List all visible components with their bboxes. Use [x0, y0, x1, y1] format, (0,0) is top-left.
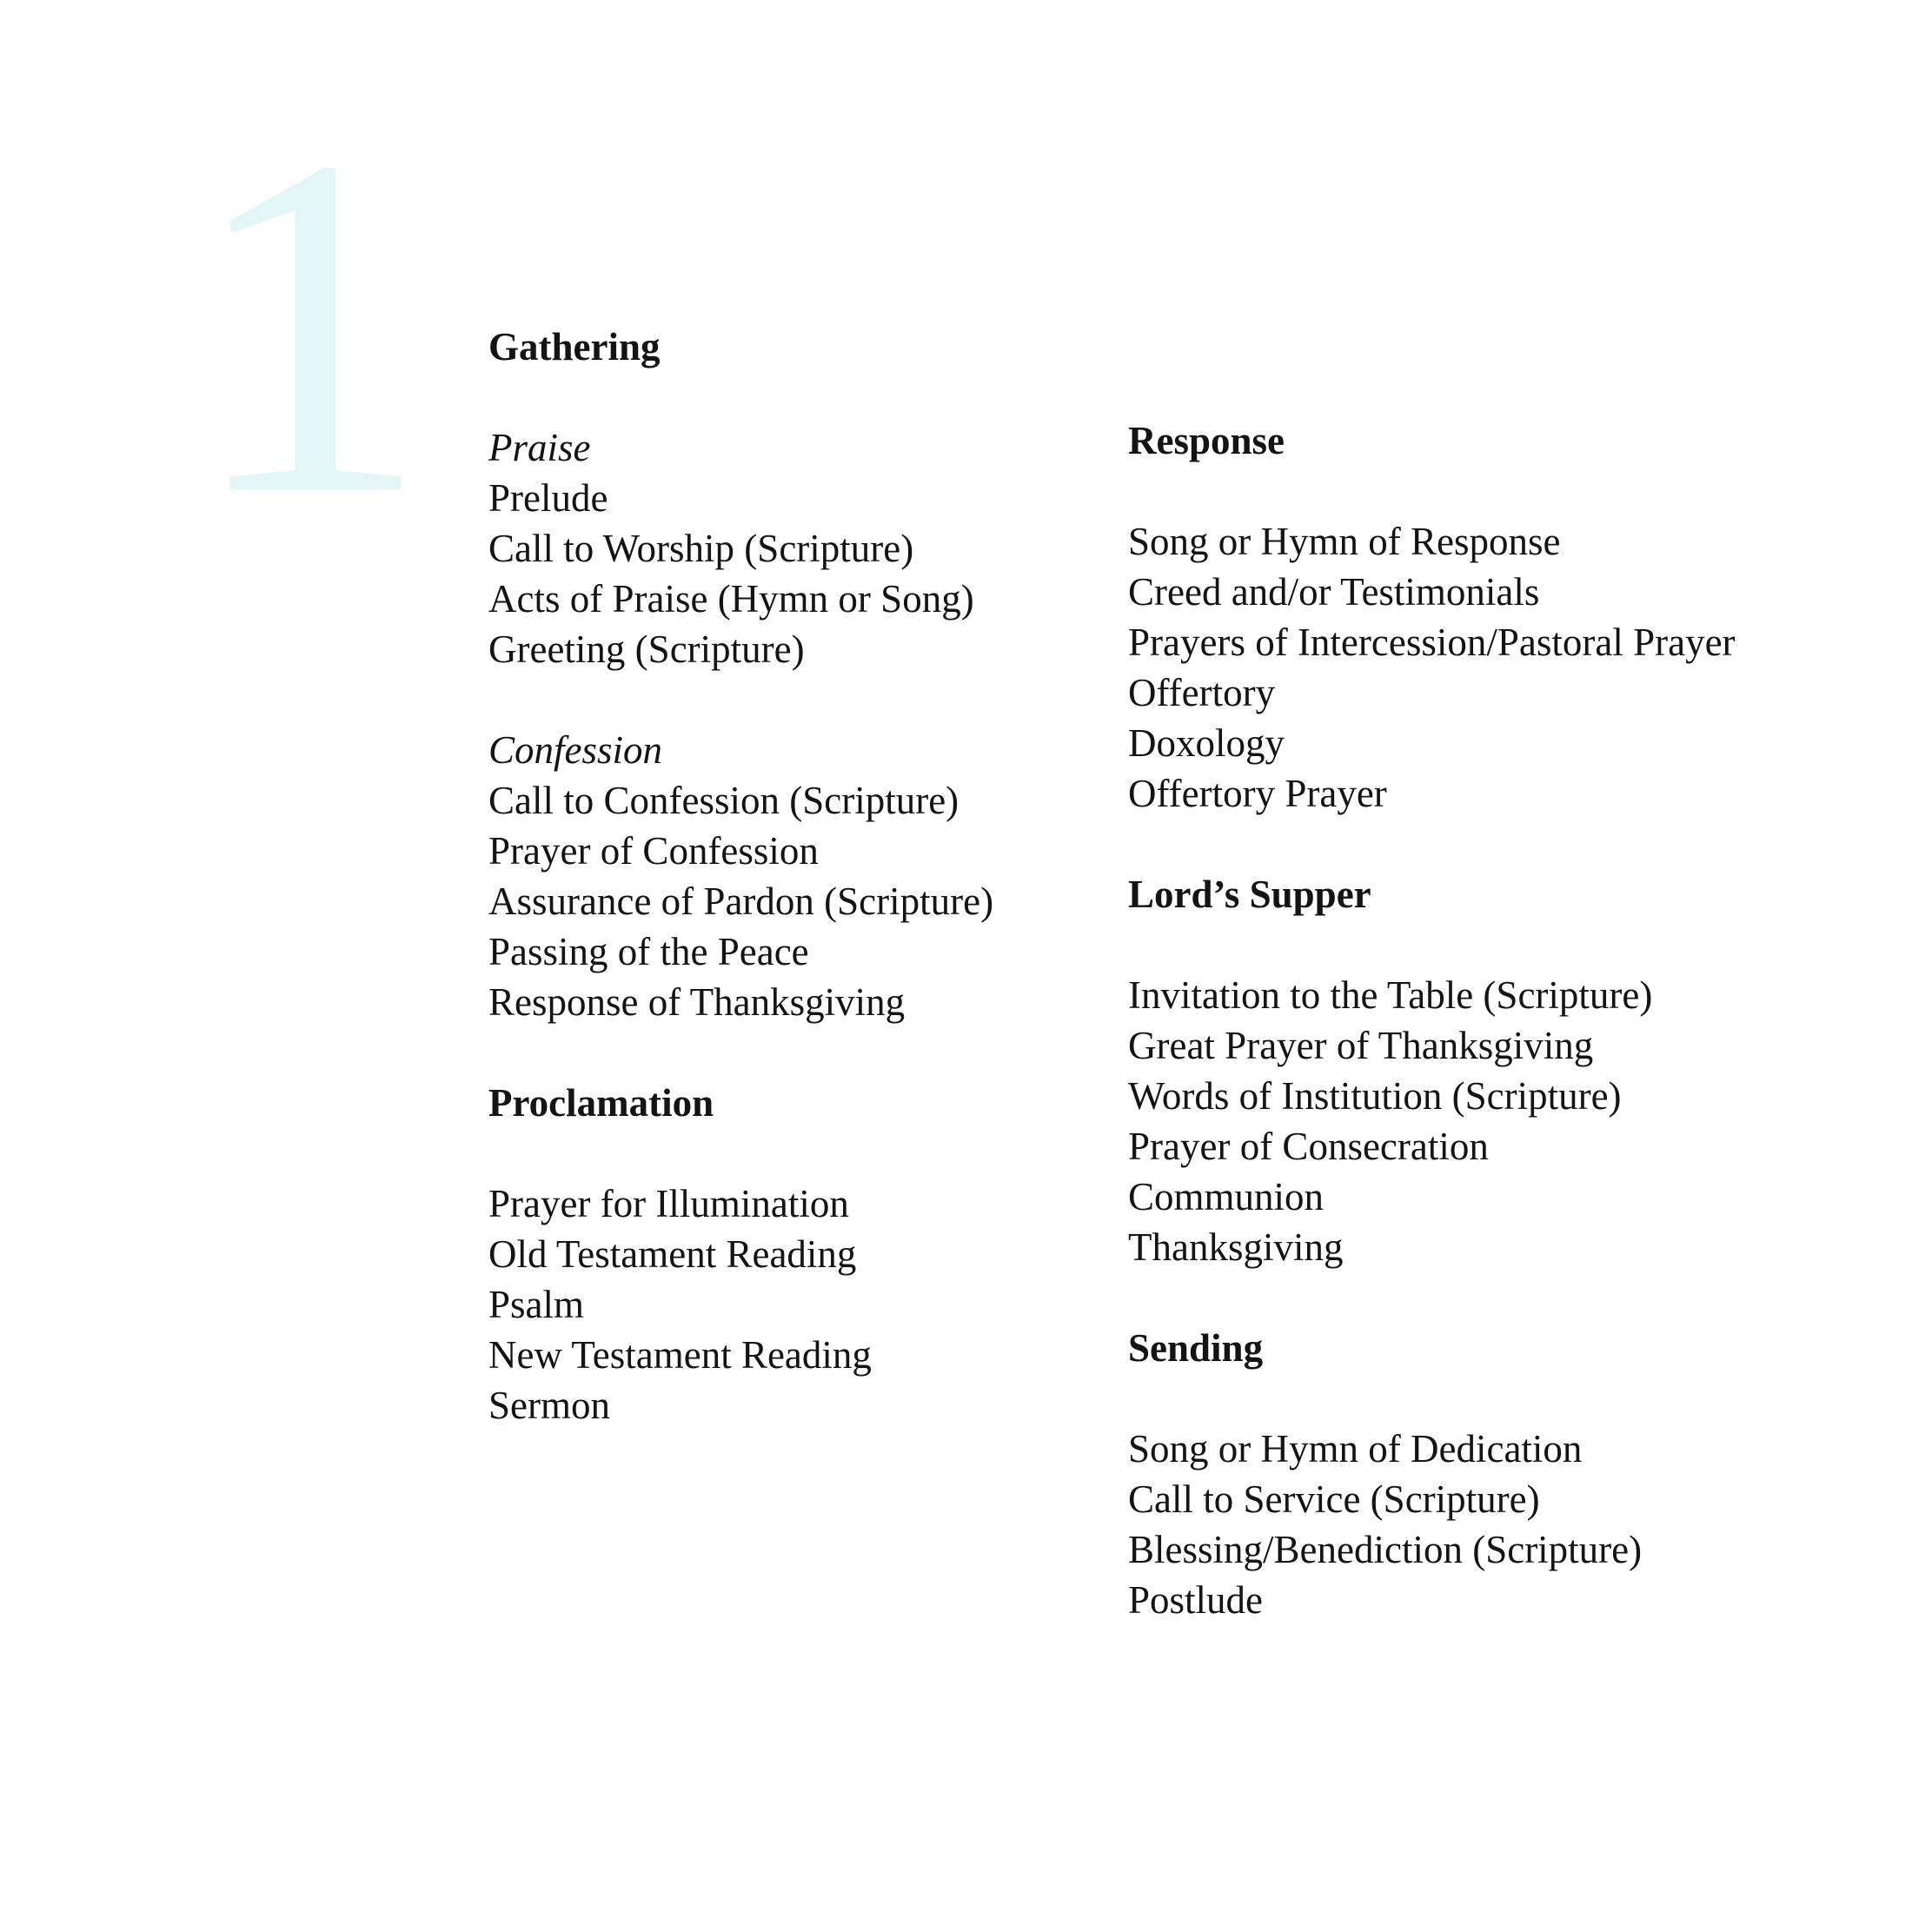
lords-supper-item: Great Prayer of Thanksgiving — [1128, 1024, 1594, 1067]
sending-item: Call to Service (Scripture) — [1128, 1477, 1540, 1521]
praise-item: Acts of Praise (Hymn or Song) — [488, 577, 974, 621]
response-heading: Response — [1128, 419, 1285, 462]
spacer — [488, 674, 1166, 725]
spacer — [1128, 1272, 1806, 1323]
confession-item: Passing of the Peace — [488, 930, 809, 973]
left-column — [488, 322, 1166, 1431]
gathering-heading: Gathering — [488, 325, 661, 368]
spacer — [488, 1027, 1166, 1078]
confession-subheading: Confession — [488, 728, 663, 772]
sending-item: Song or Hymn of Dedication — [1128, 1427, 1583, 1471]
response-item: Offertory Prayer — [1128, 772, 1387, 815]
praise-item: Prelude — [488, 476, 608, 520]
praise-subheading: Praise — [488, 426, 591, 469]
right-column — [1128, 415, 1806, 1625]
lords-supper-item: Thanksgiving — [1128, 1225, 1344, 1269]
proclamation-item: New Testament Reading — [488, 1333, 872, 1377]
proclamation-item: Prayer for Illumination — [488, 1182, 849, 1225]
sending-item: Blessing/Benediction (Scripture) — [1128, 1528, 1643, 1571]
spacer — [1128, 466, 1806, 516]
spacer — [1128, 1373, 1806, 1424]
response-item: Song or Hymn of Response — [1128, 520, 1561, 563]
sending-item: Postlude — [1128, 1578, 1264, 1622]
proclamation-item: Old Testament Reading — [488, 1232, 857, 1276]
lords-supper-item: Prayer of Consecration — [1128, 1125, 1489, 1168]
proclamation-item: Sermon — [488, 1384, 610, 1427]
confession-item: Prayer of Confession — [488, 829, 819, 873]
response-item: Doxology — [1128, 721, 1285, 765]
confession-item: Response of Thanksgiving — [488, 980, 906, 1024]
spacer — [1128, 920, 1806, 970]
spacer — [1128, 819, 1806, 869]
section-number: 1 — [187, 56, 430, 595]
sending-heading: Sending — [1128, 1326, 1264, 1370]
response-item: Creed and/or Testimonials — [1128, 570, 1540, 614]
lords-supper-heading: Lord’s Supper — [1128, 873, 1371, 916]
response-item: Prayers of Intercession/Pastoral Prayer — [1128, 621, 1736, 664]
confession-item: Assurance of Pardon (Scripture) — [488, 880, 994, 923]
praise-item: Greeting (Scripture) — [488, 627, 805, 671]
lords-supper-item: Invitation to the Table (Scripture) — [1128, 973, 1653, 1017]
confession-item: Call to Confession (Scripture) — [488, 779, 959, 822]
praise-item: Call to Worship (Scripture) — [488, 527, 914, 570]
lords-supper-item: Communion — [1128, 1175, 1325, 1218]
proclamation-heading: Proclamation — [488, 1081, 714, 1125]
response-item: Offertory — [1128, 671, 1276, 714]
proclamation-item: Psalm — [488, 1283, 585, 1326]
spacer — [488, 1128, 1166, 1178]
spacer — [488, 372, 1166, 422]
lords-supper-item: Words of Institution (Scripture) — [1128, 1074, 1622, 1118]
